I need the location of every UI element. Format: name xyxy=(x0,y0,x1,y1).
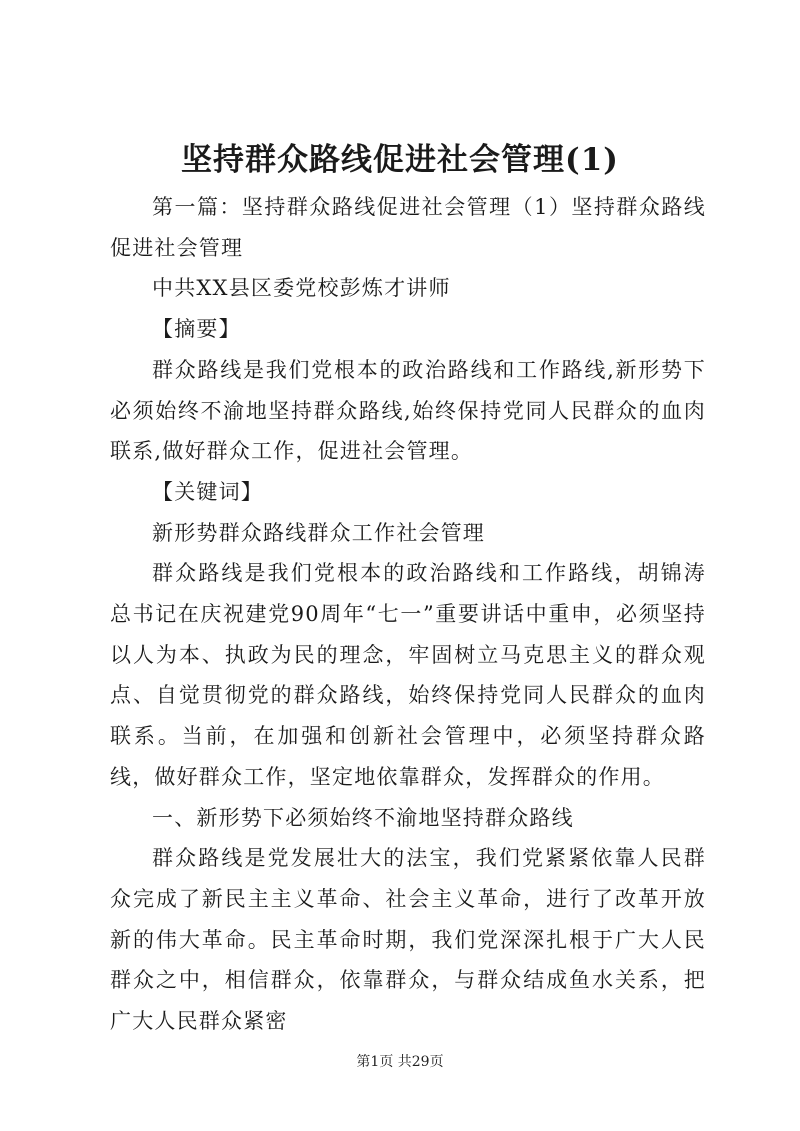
paragraph-intro: 群众路线是我们党根本的政治路线和工作路线，胡锦涛总书记在庆祝建党90周年“七一”重要讲话中重申，必须坚持以人为本、执政为民的理念，牢固树立马克思主义的群众观点、自觉贯彻党的群众路线，始终保持党同人民群众的血肉联系。当前，在加强和创新社会管理中，必须坚持群众路线，做好群众工作，坚定地依靠群众，发挥群众的作用。 xyxy=(110,561,706,789)
paragraph-section-heading: 一、新形势下必须始终不渝地坚持群众路线 xyxy=(152,805,574,830)
paragraph-section-body: 群众路线是党发展壮大的法宝，我们党紧紧依靠人民群众完成了新民主主义革命、社会主义革命，进行了改革开放新的伟大革命。民主革命时期，我们党深深扎根于广大人民群众之中，相信群众，依靠群众，与群众结成鱼水关系，把广大人民群众紧密 xyxy=(110,846,706,1034)
paragraph-abstract-label: 【摘要】 xyxy=(152,317,241,342)
paragraph-author: 中共XX县区委党校彭炼才讲师 xyxy=(152,276,451,301)
paragraph-heading-first: 第一篇：坚持群众路线促进社会管理（1）坚持群众路线促进社会管理 xyxy=(110,195,706,260)
paragraph-keywords-label: 【关键词】 xyxy=(152,479,263,504)
paragraph-abstract: 群众路线是我们党根本的政治路线和工作路线,新形势下必须始终不渝地坚持群众路线,始终保持党同人民群众的血肉联系,做好群众工作，促进社会管理。 xyxy=(110,357,706,464)
paragraph-keywords: 新形势群众路线群众工作社会管理 xyxy=(152,520,485,545)
document-title: 坚持群众路线促进社会管理(1) xyxy=(181,142,619,178)
page-footer: 第1页 共29页 xyxy=(356,1054,444,1070)
document-body xyxy=(110,187,706,1042)
